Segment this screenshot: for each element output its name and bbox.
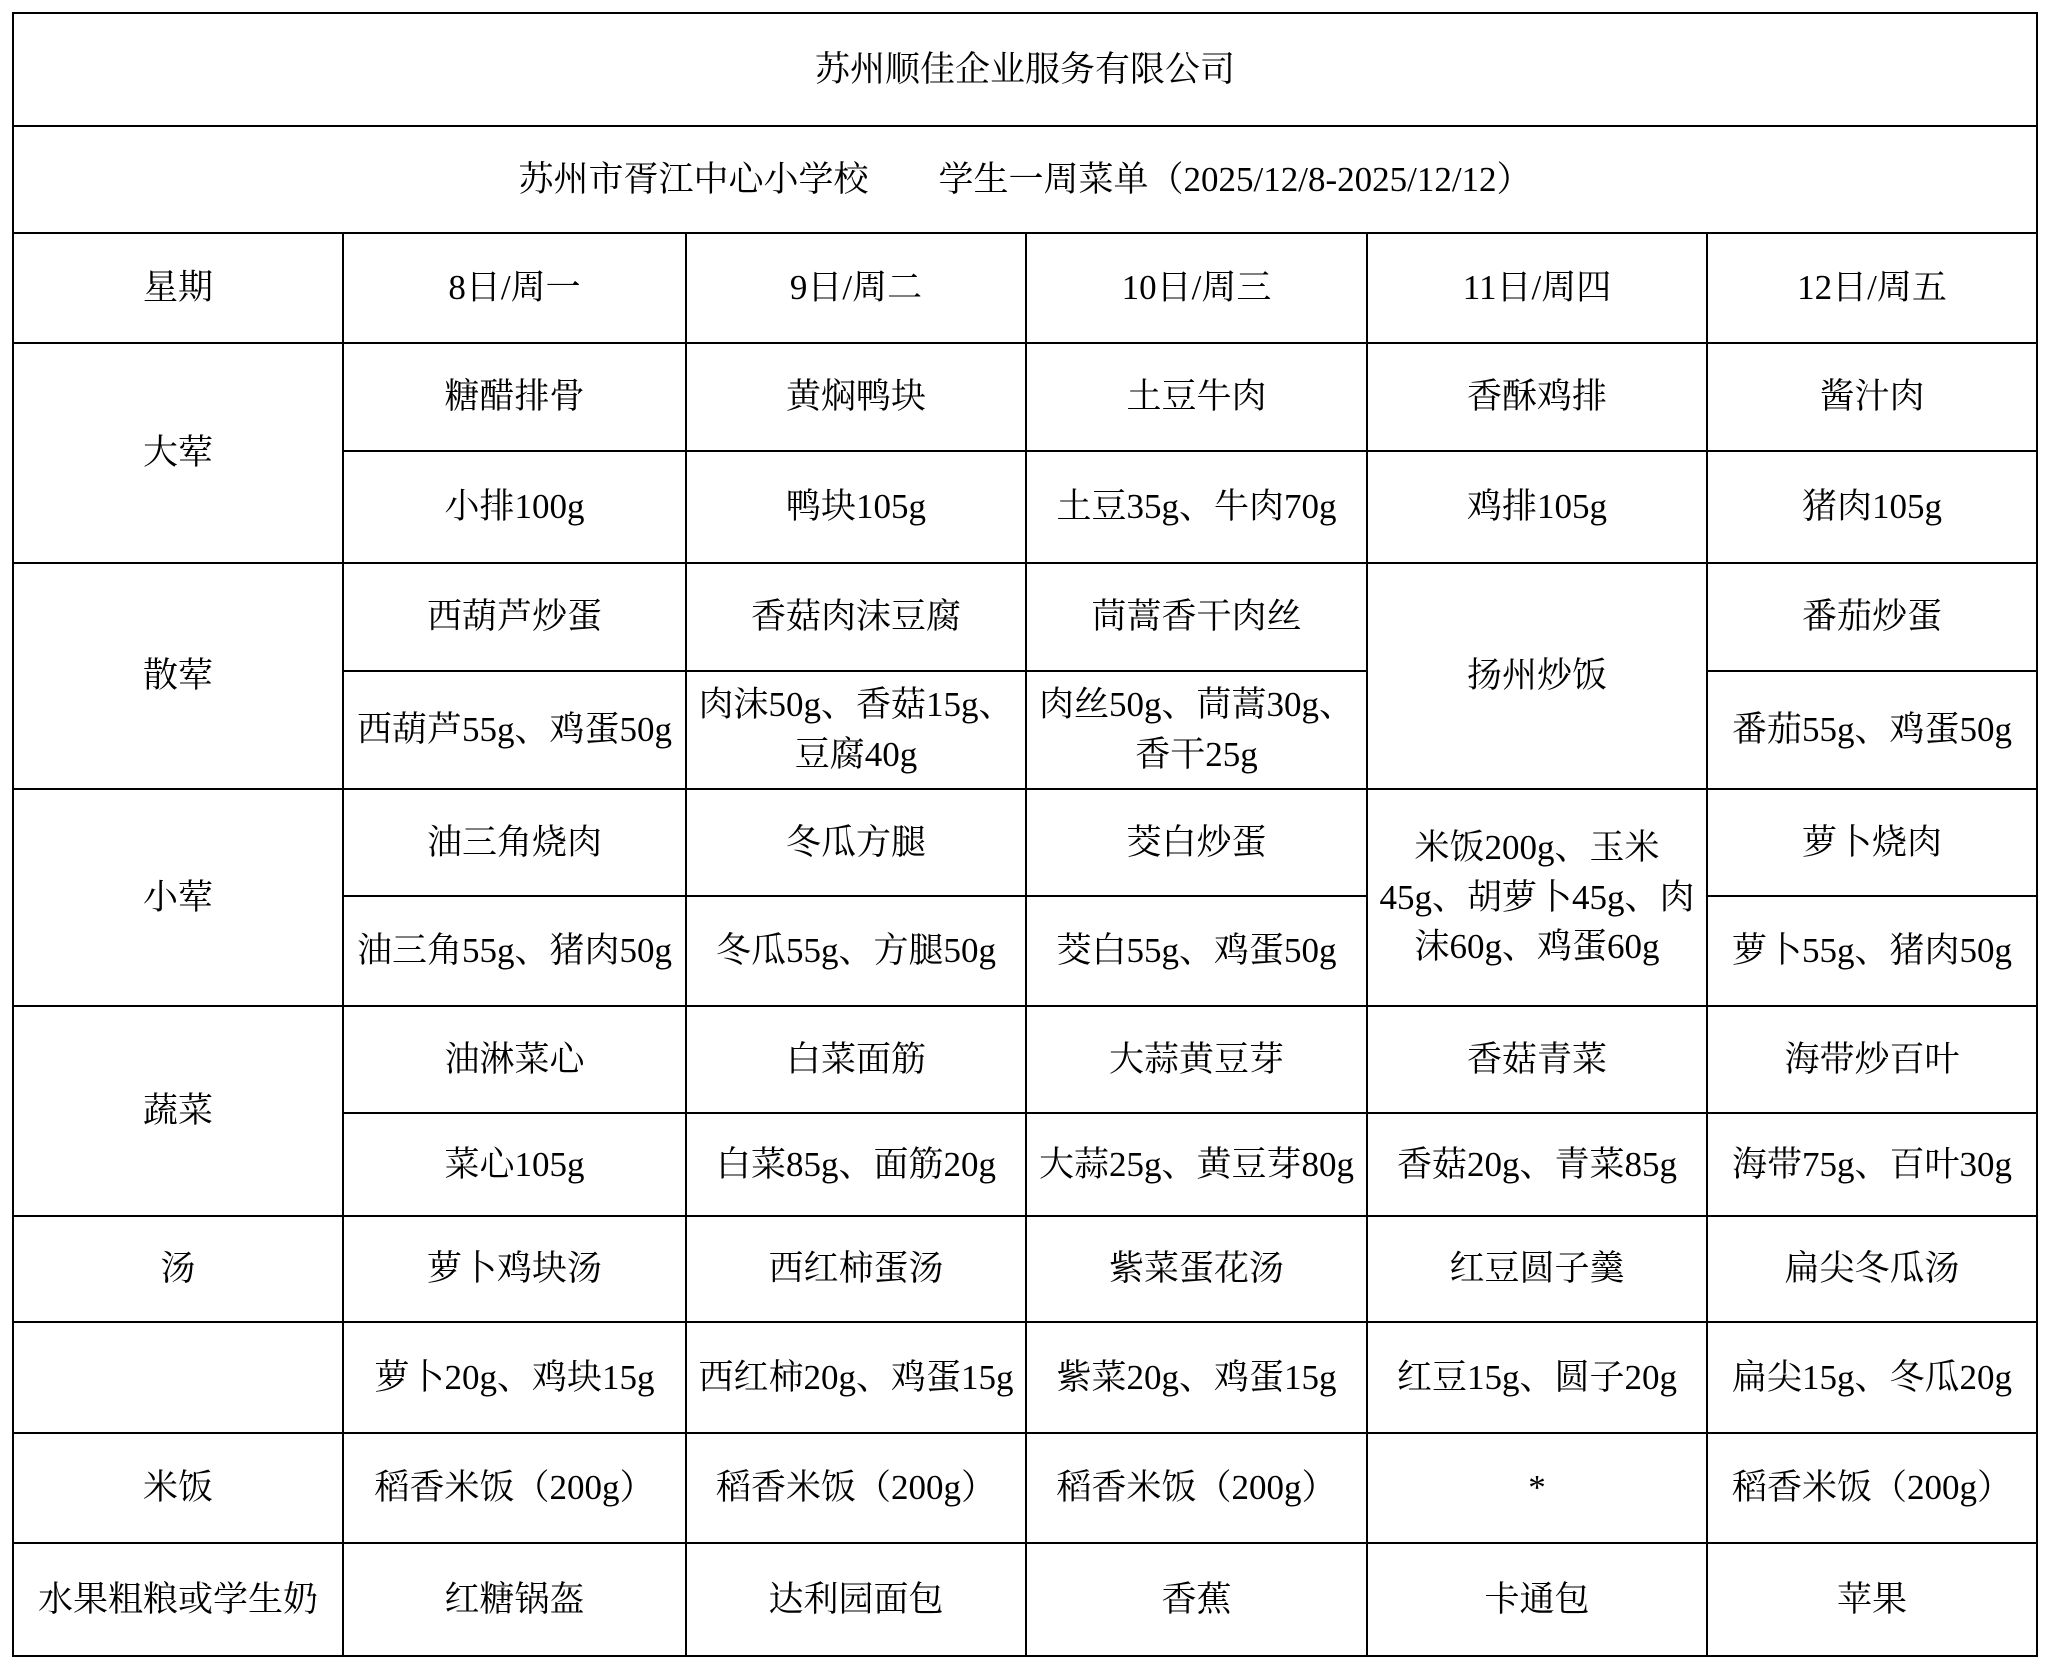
- mifan-tue: 稻香米饭（200g）: [686, 1433, 1026, 1543]
- shucai-thu-dish: 香菇青菜: [1367, 1006, 1707, 1113]
- menu-title-row: [13, 126, 2037, 233]
- tang-wed-portion: 紫菜20g、鸡蛋15g: [1026, 1322, 1367, 1433]
- fruit-section-label: 水果粗粮或学生奶: [13, 1543, 343, 1656]
- mifan-wed: 稻香米饭（200g）: [1026, 1433, 1367, 1543]
- shucai-mon-portion: 菜心105g: [343, 1113, 686, 1216]
- shucai-thu-portion: 香菇20g、青菜85g: [1367, 1113, 1707, 1216]
- sanhun-mon-portion: 西葫芦55g、鸡蛋50g: [343, 671, 686, 789]
- sanhun-fri-dish: 番茄炒蛋: [1707, 563, 2037, 671]
- shucai-mon-dish: 油淋菜心: [343, 1006, 686, 1113]
- xiaohun-thu-dish: 米饭200g、玉米45g、胡萝卜45g、肉沫60g、鸡蛋60g: [1367, 789, 1707, 1006]
- xiaohun-wed-portion: 茭白55g、鸡蛋50g: [1026, 896, 1367, 1006]
- tang-portion-label-empty: [13, 1322, 343, 1433]
- day-wednesday: 10日/周三: [1026, 233, 1367, 343]
- company-title: 苏州顺佳企业服务有限公司: [13, 13, 2037, 126]
- xiaohun-fri-dish: 萝卜烧肉: [1707, 789, 2037, 896]
- xiaohun-fri-portion: 萝卜55g、猪肉50g: [1707, 896, 2037, 1006]
- fruit-mon: 红糖锅盔: [343, 1543, 686, 1656]
- mifan-section-label: 米饭: [13, 1433, 343, 1543]
- tang-mon-portion: 萝卜20g、鸡块15g: [343, 1322, 686, 1433]
- dahun-mon-portion: 小排100g: [343, 451, 686, 563]
- mifan-row: [13, 1433, 2037, 1543]
- dahun-thu-dish: 香酥鸡排: [1367, 343, 1707, 451]
- tang-tue-dish: 西红柿蛋汤: [686, 1216, 1026, 1322]
- sanhun-section-label: 散荤: [13, 563, 343, 789]
- day-monday: 8日/周一: [343, 233, 686, 343]
- tang-section-label: 汤: [13, 1216, 343, 1322]
- shucai-fri-portion: 海带75g、百叶30g: [1707, 1113, 2037, 1216]
- dahun-dish-row: [13, 343, 2037, 451]
- tang-thu-portion: 红豆15g、圆子20g: [1367, 1322, 1707, 1433]
- day-friday: 12日/周五: [1707, 233, 2037, 343]
- xiaohun-dish-row: [13, 789, 2037, 896]
- xiaohun-section-label: 小荤: [13, 789, 343, 1006]
- menu-table-body: [13, 13, 2037, 1656]
- sanhun-wed-dish: 茼蒿香干肉丝: [1026, 563, 1367, 671]
- sanhun-mon-dish: 西葫芦炒蛋: [343, 563, 686, 671]
- shucai-section-label: 蔬菜: [13, 1006, 343, 1216]
- sanhun-tue-portion: 肉沫50g、香菇15g、豆腐40g: [686, 671, 1026, 789]
- shucai-fri-dish: 海带炒百叶: [1707, 1006, 2037, 1113]
- tang-fri-portion: 扁尖15g、冬瓜20g: [1707, 1322, 2037, 1433]
- dahun-thu-portion: 鸡排105g: [1367, 451, 1707, 563]
- dahun-tue-portion: 鸭块105g: [686, 451, 1026, 563]
- dahun-wed-portion: 土豆35g、牛肉70g: [1026, 451, 1367, 563]
- dahun-section-label: 大荤: [13, 343, 343, 563]
- tang-portion-row: [13, 1322, 2037, 1433]
- sanhun-fri-portion: 番茄55g、鸡蛋50g: [1707, 671, 2037, 789]
- day-thursday: 11日/周四: [1367, 233, 1707, 343]
- dahun-fri-dish: 酱汁肉: [1707, 343, 2037, 451]
- xiaohun-tue-dish: 冬瓜方腿: [686, 789, 1026, 896]
- company-title-row: [13, 13, 2037, 126]
- tang-thu-dish: 红豆圆子羹: [1367, 1216, 1707, 1322]
- menu-table: [12, 12, 2038, 1657]
- fruit-fri: 苹果: [1707, 1543, 2037, 1656]
- shucai-wed-portion: 大蒜25g、黄豆芽80g: [1026, 1113, 1367, 1216]
- tang-mon-dish: 萝卜鸡块汤: [343, 1216, 686, 1322]
- dahun-tue-dish: 黄焖鸭块: [686, 343, 1026, 451]
- sanhun-wed-portion: 肉丝50g、茼蒿30g、香干25g: [1026, 671, 1367, 789]
- sanhun-tue-dish: 香菇肉沫豆腐: [686, 563, 1026, 671]
- fruit-row: [13, 1543, 2037, 1656]
- xiaohun-mon-dish: 油三角烧肉: [343, 789, 686, 896]
- tang-dish-row: [13, 1216, 2037, 1322]
- tang-wed-dish: 紫菜蛋花汤: [1026, 1216, 1367, 1322]
- xiaohun-mon-portion: 油三角55g、猪肉50g: [343, 896, 686, 1006]
- sanhun-dish-row: [13, 563, 2037, 671]
- mifan-mon: 稻香米饭（200g）: [343, 1433, 686, 1543]
- shucai-tue-dish: 白菜面筋: [686, 1006, 1026, 1113]
- xiaohun-wed-dish: 茭白炒蛋: [1026, 789, 1367, 896]
- sanhun-thu-dish: 扬州炒饭: [1367, 563, 1707, 789]
- tang-fri-dish: 扁尖冬瓜汤: [1707, 1216, 2037, 1322]
- weekday-header-row: [13, 233, 2037, 343]
- shucai-wed-dish: 大蒜黄豆芽: [1026, 1006, 1367, 1113]
- fruit-wed: 香蕉: [1026, 1543, 1367, 1656]
- shucai-tue-portion: 白菜85g、面筋20g: [686, 1113, 1026, 1216]
- shucai-dish-row: [13, 1006, 2037, 1113]
- fruit-tue: 达利园面包: [686, 1543, 1026, 1656]
- tang-tue-portion: 西红柿20g、鸡蛋15g: [686, 1322, 1026, 1433]
- mifan-fri: 稻香米饭（200g）: [1707, 1433, 2037, 1543]
- fruit-thu: 卡通包: [1367, 1543, 1707, 1656]
- xiaohun-tue-portion: 冬瓜55g、方腿50g: [686, 896, 1026, 1006]
- dahun-fri-portion: 猪肉105g: [1707, 451, 2037, 563]
- day-tuesday: 9日/周二: [686, 233, 1026, 343]
- weekday-header-label: 星期: [13, 233, 343, 343]
- dahun-wed-dish: 土豆牛肉: [1026, 343, 1367, 451]
- mifan-thu: *: [1367, 1433, 1707, 1543]
- dahun-mon-dish: 糖醋排骨: [343, 343, 686, 451]
- menu-title: 苏州市胥江中心小学校 学生一周菜单（2025/12/8-2025/12/12）: [13, 126, 2037, 233]
